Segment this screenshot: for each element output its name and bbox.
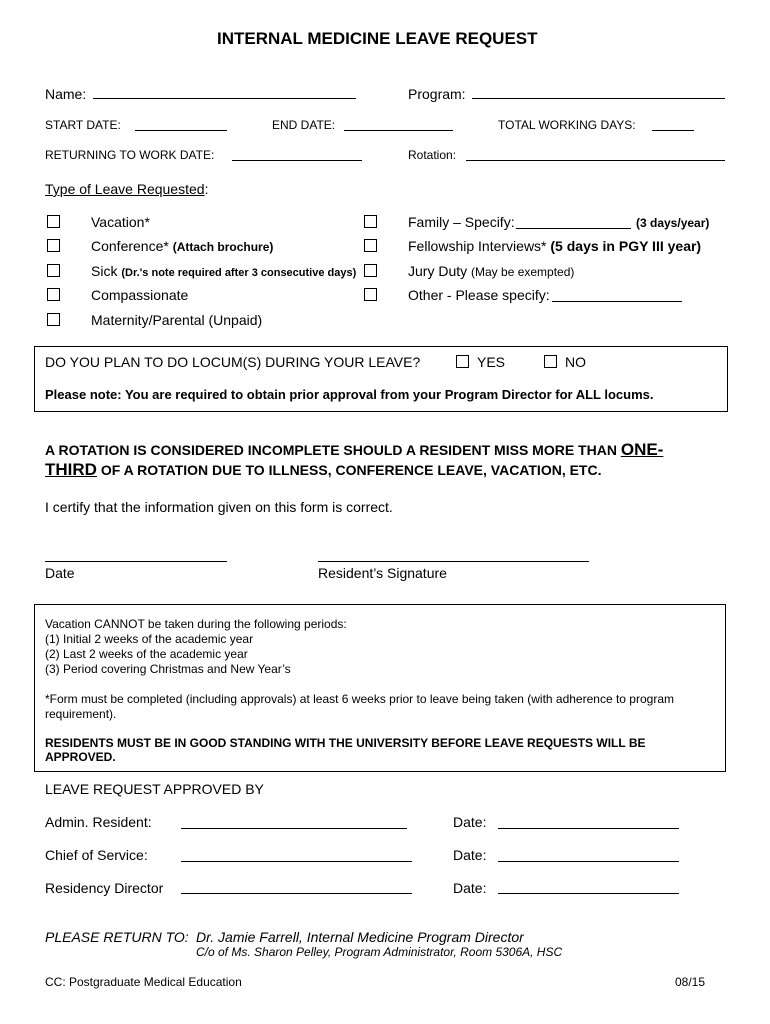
jury-duty-note: (May be exempted) xyxy=(471,265,575,279)
program-label: Program: xyxy=(408,86,466,102)
chief-of-service-date-field[interactable] xyxy=(498,861,679,862)
fellowship-option xyxy=(408,238,701,254)
certify-text: I certify that the information given on this form is correct. xyxy=(45,499,393,515)
rotation-warning-part2: OF A ROTATION DUE TO ILLNESS, CONFERENCE LEAVE, VACATION, ETC. xyxy=(96,462,602,478)
leave-type-heading-text: Type of Leave Requested xyxy=(45,181,205,197)
residency-director-date-field[interactable] xyxy=(498,893,679,894)
total-working-days-field[interactable] xyxy=(652,130,694,131)
form-note-line1: *Form must be completed (including approvals) at least 6 weeks prior to leave being taken (with adherence to program xyxy=(45,692,674,706)
cc-footer: CC: Postgraduate Medical Education xyxy=(45,975,242,989)
locum-no-checkbox[interactable] xyxy=(544,355,557,368)
start-date-field[interactable] xyxy=(135,130,227,131)
vacation-period-2: (2) Last 2 weeks of the academic year xyxy=(45,647,248,661)
admin-resident-label: Admin. Resident: xyxy=(45,814,152,830)
family-checkbox[interactable] xyxy=(364,215,377,228)
return-to-line2: C/o of Ms. Sharon Pelley, Program Administrator, Room 5306A, HSC xyxy=(196,945,563,959)
locum-no-label: NO xyxy=(565,354,586,370)
leave-type-heading-colon: : xyxy=(204,181,209,197)
approval-heading: LEAVE REQUEST APPROVED BY xyxy=(45,781,264,797)
return-to-label: PLEASE RETURN TO: xyxy=(45,929,189,945)
good-standing-line1: RESIDENTS MUST BE IN GOOD STANDING WITH THE UNIVERSITY BEFORE LEAVE REQUESTS WILL BE xyxy=(45,736,646,750)
end-date-label: END DATE: xyxy=(272,118,336,132)
maternity-option xyxy=(91,312,262,328)
return-to-line1: Dr. Jamie Farrell, Internal Medicine Program Director xyxy=(196,929,524,945)
fellowship-checkbox[interactable] xyxy=(364,239,377,252)
jury-duty-option xyxy=(408,263,574,279)
vacation-option xyxy=(91,214,150,230)
conference-option xyxy=(91,238,273,254)
vacation-period-1: (1) Initial 2 weeks of the academic year xyxy=(45,632,254,646)
family-specify-field[interactable] xyxy=(516,228,631,229)
date-signature-line[interactable] xyxy=(45,561,227,562)
family-label: Family – Specify: xyxy=(408,214,515,230)
sick-note: (Dr.'s note required after 3 consecutive days) xyxy=(121,267,357,279)
total-working-days-label: TOTAL WORKING DAYS: xyxy=(498,118,636,132)
rotation-field[interactable] xyxy=(466,160,725,161)
program-field[interactable] xyxy=(472,98,725,99)
vacation-checkbox[interactable] xyxy=(47,215,60,228)
conference-label: Conference* xyxy=(91,238,169,254)
version-footer: 08/15 xyxy=(675,975,706,989)
fellowship-label: Fellowship Interviews* xyxy=(408,238,547,254)
rotation-warning-part1: A ROTATION IS CONSIDERED INCOMPLETE SHOULD A RESIDENT MISS MORE THAN xyxy=(45,442,621,458)
sick-option xyxy=(91,263,356,279)
sick-label: Sick xyxy=(91,263,118,279)
fellowship-note: (5 days in PGY III year) xyxy=(550,238,702,254)
resident-signature-label: Resident’s Signature xyxy=(318,565,447,581)
page-title: INTERNAL MEDICINE LEAVE REQUEST xyxy=(217,29,538,48)
resident-signature-line[interactable] xyxy=(318,561,589,562)
vacation-period-3: (3) Period covering Christmas and New Year’s xyxy=(45,662,291,676)
compassionate-label: Compassionate xyxy=(91,287,189,303)
locum-note: Please note: You are required to obtain prior approval from your Program Director for ALL locums. xyxy=(45,387,654,402)
end-date-field[interactable] xyxy=(344,130,453,131)
vacation-restriction-intro: Vacation CANNOT be taken during the following periods: xyxy=(45,617,347,631)
sick-checkbox[interactable] xyxy=(47,264,60,277)
other-checkbox[interactable] xyxy=(364,288,377,301)
jury-duty-label: Jury Duty xyxy=(408,263,468,279)
rotation-warning-emph1: ONE- xyxy=(620,440,664,459)
compassionate-option xyxy=(91,287,188,303)
rotation-warning xyxy=(45,440,663,460)
rotation-label: Rotation: xyxy=(408,148,457,162)
family-option xyxy=(408,214,515,230)
date-signature-label: Date xyxy=(45,565,75,581)
locum-yes-checkbox[interactable] xyxy=(456,355,469,368)
rotation-warning-emph2: THIRD xyxy=(45,460,97,479)
residency-director-label: Residency Director xyxy=(45,880,164,896)
admin-resident-date-label: Date: xyxy=(453,814,487,830)
rotation-warning-line2 xyxy=(45,460,602,480)
name-field[interactable] xyxy=(93,98,356,99)
other-label: Other - Please specify: xyxy=(408,287,550,303)
returning-date-field[interactable] xyxy=(232,160,362,161)
family-note: (3 days/year) xyxy=(636,216,710,230)
returning-date-label: RETURNING TO WORK DATE: xyxy=(45,148,215,162)
vacation-label: Vacation* xyxy=(91,214,150,230)
admin-resident-field[interactable] xyxy=(181,828,407,829)
form-note-line2: requirement). xyxy=(45,707,117,721)
start-date-label: START DATE: xyxy=(45,118,121,132)
chief-of-service-date-label: Date: xyxy=(453,847,487,863)
maternity-checkbox[interactable] xyxy=(47,313,60,326)
jury-duty-checkbox[interactable] xyxy=(364,264,377,277)
good-standing-line2: APPROVED. xyxy=(45,750,116,764)
locum-question: DO YOU PLAN TO DO LOCUM(S) DURING YOUR LEAVE? xyxy=(45,354,421,370)
compassionate-checkbox[interactable] xyxy=(47,288,60,301)
residency-director-field[interactable] xyxy=(181,893,412,894)
admin-resident-date-field[interactable] xyxy=(498,828,679,829)
maternity-label: Maternity/Parental (Unpaid) xyxy=(91,312,263,328)
leave-type-heading xyxy=(45,181,208,197)
locum-yes-label: YES xyxy=(477,354,506,370)
conference-note: (Attach brochure) xyxy=(172,240,274,254)
residency-director-date-label: Date: xyxy=(453,880,487,896)
other-specify-field[interactable] xyxy=(552,301,682,302)
chief-of-service-label: Chief of Service: xyxy=(45,847,148,863)
conference-checkbox[interactable] xyxy=(47,239,60,252)
name-label: Name: xyxy=(45,86,87,102)
chief-of-service-field[interactable] xyxy=(181,861,412,862)
other-option xyxy=(408,287,550,303)
